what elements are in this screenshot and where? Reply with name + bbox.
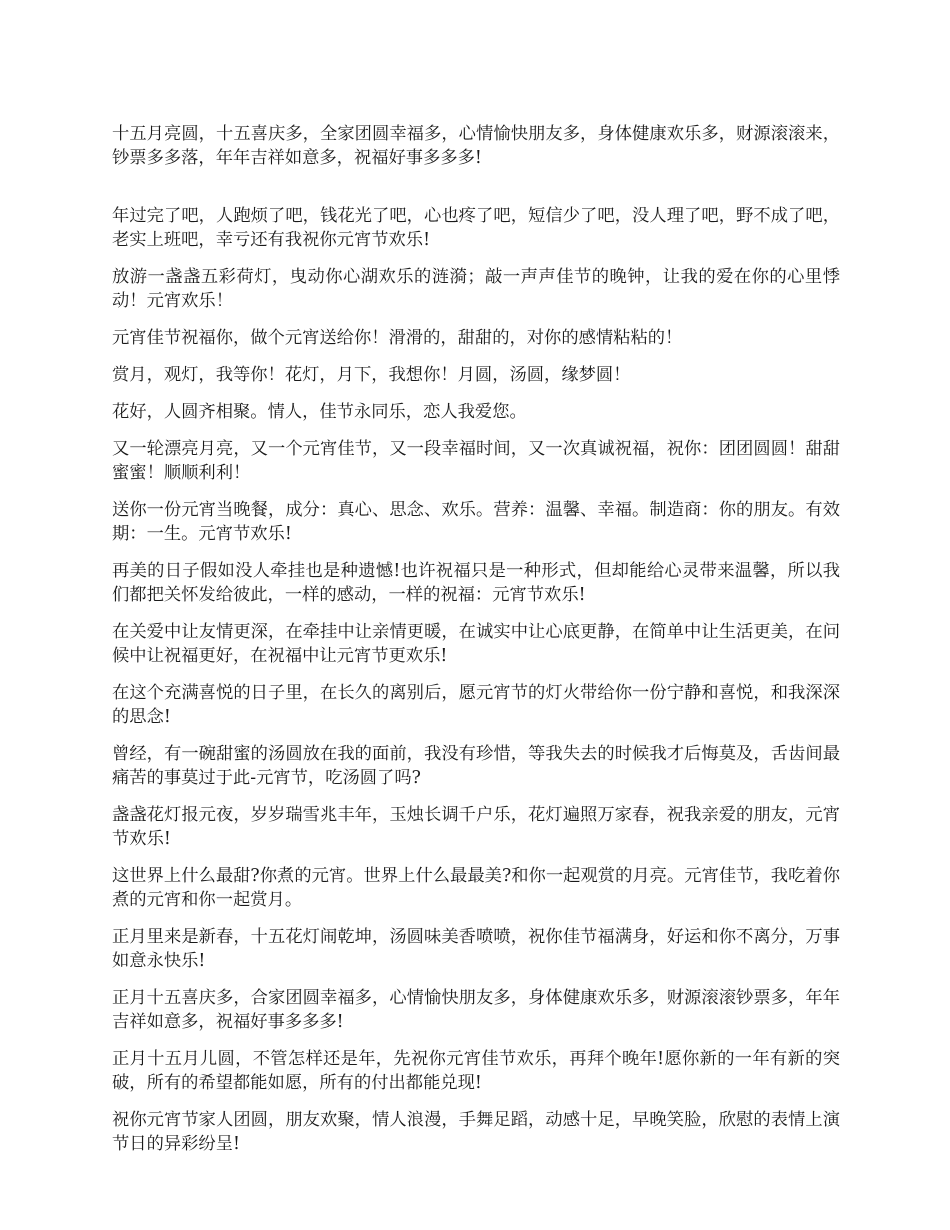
paragraph-6: 花好，人圆齐相聚。情人，佳节永同乐，恋人我爱您。 — [112, 402, 527, 422]
paragraph-9: 再美的日子假如没人牵挂也是种遗憾!也许祝福只是一种形式，但却能给心灵带来温馨，所以我们都把关怀发给彼此，一样的感动，一样的祝福：元宵节欢乐! — [112, 561, 840, 605]
paragraph-10: 在关爱中让友情更深，在牵挂中让亲情更暖，在诚实中让心底更静，在简单中让生活更美，在问候中让祝福更好，在祝福中让元宵节更欢乐! — [112, 622, 840, 666]
paragraph-8: 送你一份元宵当晚餐，成分：真心、思念、欢乐。营养：温馨、幸福。制造商：你的朋友。有效期：一生。元宵节欢乐! — [112, 500, 840, 544]
paragraph-3: 放游一盏盏五彩荷灯，曳动你心湖欢乐的涟漪；敲一声声佳节的晚钟，让我的爱在你的心里悸动！元宵欢乐！ — [112, 267, 840, 311]
paragraph-1: 十五月亮圆，十五喜庆多，全家团圆幸福多，心情愉快朋友多，身体健康欢乐多，财源滚滚来，钞票多多落，年年吉祥如意多，祝福好事多多多! — [112, 124, 840, 168]
paragraph-7: 又一轮漂亮月亮，又一个元宵佳节，又一段幸福时间，又一次真诚祝福，祝你：团团圆圆！甜甜蜜蜜！顺顺利利！ — [112, 439, 840, 483]
paragraph-12: 曾经，有一碗甜蜜的汤圆放在我的面前，我没有珍惜，等我失去的时候我才后悔莫及，舌齿间最痛苦的事莫过于此-元宵节，吃汤圆了吗? — [112, 744, 840, 788]
paragraph-17: 正月十五月儿圆，不管怎样还是年，先祝你元宵佳节欢乐，再拜个晚年!愿你新的一年有新的突破，所有的希望都能如愿，所有的付出都能兑现! — [112, 1049, 840, 1093]
paragraph-16: 正月十五喜庆多，合家团圆幸福多，心情愉快朋友多，身体健康欢乐多，财源滚滚钞票多，年年吉祥如意多，祝福好事多多多! — [112, 988, 840, 1032]
paragraph-18: 祝你元宵节家人团圆，朋友欢聚，情人浪漫，手舞足蹈，动感十足，早晚笑脸，欣慰的表情上演节日的异彩纷呈! — [112, 1110, 840, 1154]
paragraph-4: 元宵佳节祝福你，做个元宵送给你！滑滑的，甜甜的，对你的感情粘粘的！ — [112, 328, 683, 348]
paragraph-15: 正月里来是新春，十五花灯闹乾坤，汤圆味美香喷喷，祝你佳节福满身，好运和你不离分，万事如意永快乐! — [112, 927, 840, 971]
paragraph-13: 盏盏花灯报元夜，岁岁瑞雪兆丰年，玉烛长调千户乐，花灯遍照万家春，祝我亲爱的朋友，元宵节欢乐! — [112, 805, 840, 849]
paragraph-5: 赏月，观灯，我等你！花灯，月下，我想你！月圆，汤圆，缘梦圆！ — [112, 365, 631, 385]
paragraph-2: 年过完了吧，人跑烦了吧，钱花光了吧，心也疼了吧，短信少了吧，没人理了吧，野不成了吧，老实上班吧，幸亏还有我祝你元宵节欢乐! — [112, 206, 840, 250]
paragraph-14: 这世界上什么最甜?你煮的元宵。世界上什么最最美?和你一起观赏的月亮。元宵佳节，我吃着你煮的元宵和你一起赏月。 — [112, 866, 840, 910]
paragraph-11: 在这个充满喜悦的日子里，在长久的离别后，愿元宵节的灯火带给你一份宁静和喜悦，和我深深的思念! — [112, 683, 840, 727]
document-body — [112, 122, 840, 1169]
